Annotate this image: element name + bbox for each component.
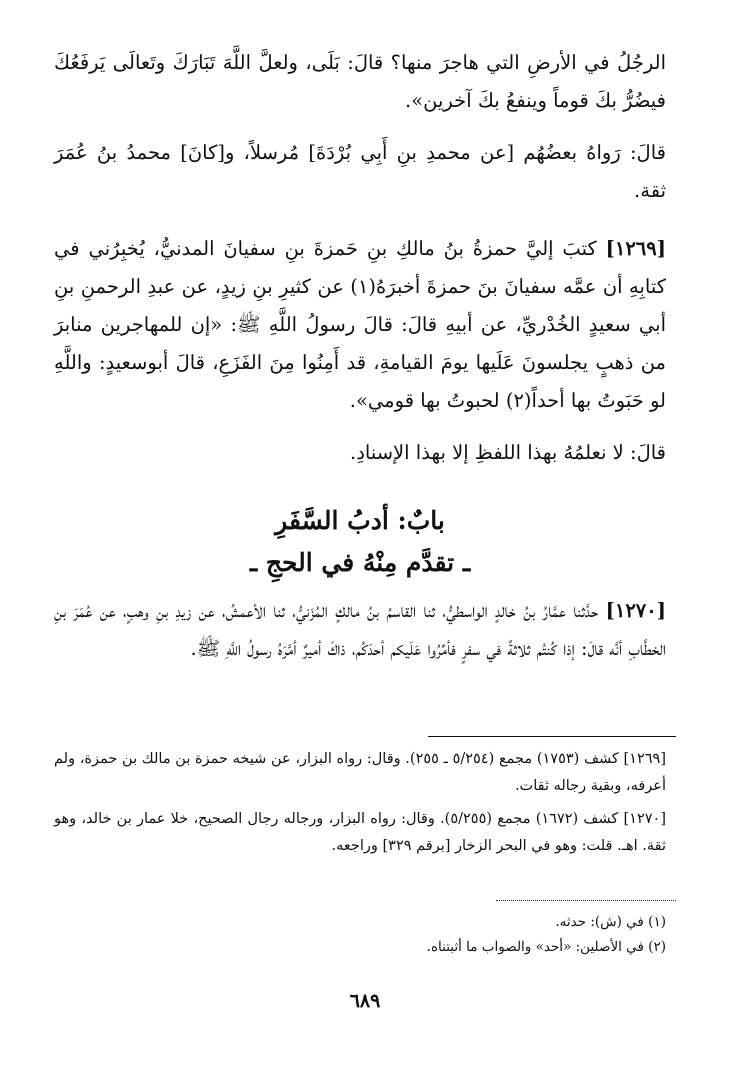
chapter-title: بابٌ: أدبُ السَّفَرِ xyxy=(275,506,445,535)
footnotes xyxy=(54,910,666,960)
paragraph-narration-note: قالَ: رَواهُ بعضُهُم [عن محمدِ بنِ أَبِي بُرْدَةَ] مُرسلاً، و[كانَ] محمدُ بنُ عُمَرَ ثقة. xyxy=(54,141,666,202)
footnotes-divider xyxy=(496,900,676,901)
takhrij-notes xyxy=(54,746,666,866)
note-1269: [١٢٦٩] كشف (١٧٥٣) مجمع (٥/٢٥٤ ـ ٢٥٥). وقال: رواه البزار، عن شيخه حمزة بن مالك بن حمزة، ولم أعرفه، وبقية رجاله ثقات. xyxy=(54,751,666,794)
paragraph-isnad-note: قالَ: لا نعلمُهُ بهذا اللفظِ إلا بهذا الإسنادِ. xyxy=(350,441,666,464)
paragraph-continuation: الرجُلُ في الأرضِ التي هاجرَ منها؟ قالَ: بَلَى، ولعلَّ اللَّهَ تَبَارَكَ وتَعالَى يَرفَعُكَ فيضُرُّ بكَ قوماً وينفعُ بكَ آخرين». xyxy=(54,51,666,112)
hadith-1269 xyxy=(54,230,666,420)
footnote-2: (٢) في الأصلين: «أحد» والصواب ما أثبتناه. xyxy=(426,939,666,955)
footnote-1: (١) في (ش): حدثه. xyxy=(555,914,666,930)
note-1270: [١٢٧٠] كشف (١٦٧٢) مجمع (٥/٢٥٥). وقال: رواه البزار، ورجاله رجال الصحيح، خلا عمار بن خالد، وهو ثقة. اهـ. قلت: وهو في البحر الزخار [برقم ٣٢٩] وراجعه. xyxy=(54,811,666,854)
main-text-block-2 xyxy=(54,592,666,668)
hadith-1269-text: كتبَ إليَّ حمزةُ بنُ مالكِ بنِ حَمزةَ بنِ سفيانَ المدنيُّ، يُخبِرُني في كتابِهِ أن عمَّه سفيانَ بنَ حمزةَ أخبرَهُ(١) عن كثيرِ بنِ زيدٍ، عن عبدِ الرحمنِ بنِ أبي سعيدٍ الخُدْريِّ، عن أبيهِ قالَ: قالَ رسولُ اللَّهِ ﷺ: «إن للمهاجرين منابرَ من ذهبٍ يجلسونَ عَلَيها يومَ القيامةِ، قد أَمِنُوا مِنَ الفَزَعِ، قالَ أبوسعيدٍ: واللَّهِ لو حَبَوتُ بها أحداً(٢) لحبوتُ بها قومي». xyxy=(54,237,666,412)
chapter-heading xyxy=(54,500,666,584)
hadith-1270 xyxy=(54,592,666,668)
main-text-block xyxy=(54,44,666,472)
chapter-subtitle: ـ تقدَّم مِنْهُ في الحجِ ـ xyxy=(249,548,471,577)
page-number: ٦٨٩ xyxy=(349,990,381,1012)
hadith-1270-text: حدَّثنا عمَّارُ بنُ خالدٍ الواسطيُّ، ثنا القاسمُ بنُ مالكٍ المُزَنيُّ، ثنا الأعمشُ، عن زيدِ بنِ وهبٍ، عن عُمَرَ بنِ الخطَّابِ أنَّه قالَ: إذا كُنتُم ثلاثةً في سفرٍ فأمِّرُوا عَلَيكم أحدَكُم، ذاكَ أميرٌ أمَّرَهُ رسولُ اللَّهِ ﷺ. xyxy=(54,599,666,660)
notes-divider xyxy=(428,736,676,737)
hadith-number-1269: [١٢٦٩] xyxy=(605,237,666,260)
hadith-number-1270: [١٢٧٠] xyxy=(605,599,666,622)
